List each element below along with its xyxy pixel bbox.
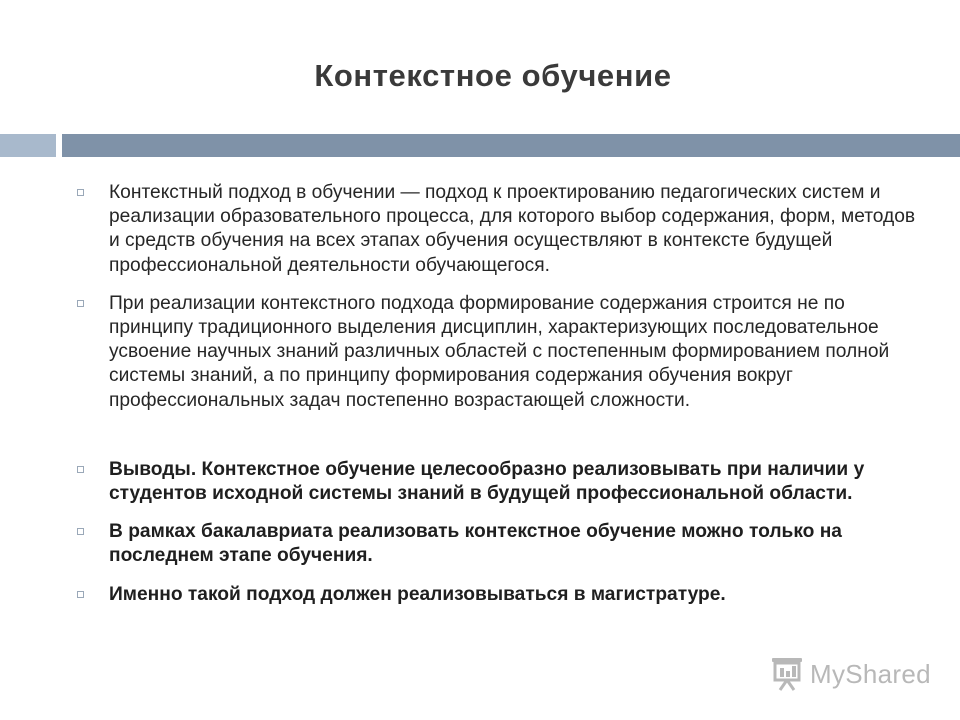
bullet-text: Именно такой подход должен реализовываться в магистратуре. [109, 583, 726, 605]
square-bullet-icon [77, 528, 84, 535]
watermark [770, 652, 931, 696]
square-bullet-icon [77, 189, 84, 196]
bullet-item [77, 181, 927, 278]
bullet-item [77, 292, 927, 413]
title-accent-bar [62, 134, 960, 157]
square-bullet-icon [77, 300, 84, 307]
presentation-board-icon [770, 656, 804, 692]
square-bullet-icon [77, 466, 84, 473]
bullet-item-conclusion [77, 458, 927, 506]
bullet-text: Выводы. Контекстное обучение целесообразно реализовывать при наличии у студентов исходной системы знаний в будущей профессиональной области. [109, 458, 865, 505]
title-accent-bar-small [0, 134, 56, 157]
bullet-item-conclusion [77, 520, 927, 568]
square-bullet-icon [77, 591, 84, 598]
watermark-text: MyShared [810, 658, 931, 689]
bullet-text: В рамках бакалавриата реализовать контекстное обучение можно только на последнем этапе обучения. [109, 521, 842, 567]
bullet-text: Контекстный подход в обучении — подход к проектированию педагогических систем и реализации образовательного процесса, для которого выбор содержания, форм, методов и средств обучения на всех этапах обучения осуществляют в контексте будущей профессиональной деятельности обучающегося. [109, 182, 916, 276]
bullet-list [77, 181, 927, 607]
slide-title: Контекстное обучение [314, 58, 672, 93]
bullet-text: При реализации контекстного подхода формирование содержания строится не по принципу традиционного выделения дисциплин, характеризующих последовательное усвоение научных знаний различных областей с постепенным формированием полной системы знаний, а по принципу формирования содержания обучения вокруг профессиональных задач постепенно возрастающей сложности. [109, 292, 890, 411]
bullet-item-conclusion [77, 583, 927, 607]
